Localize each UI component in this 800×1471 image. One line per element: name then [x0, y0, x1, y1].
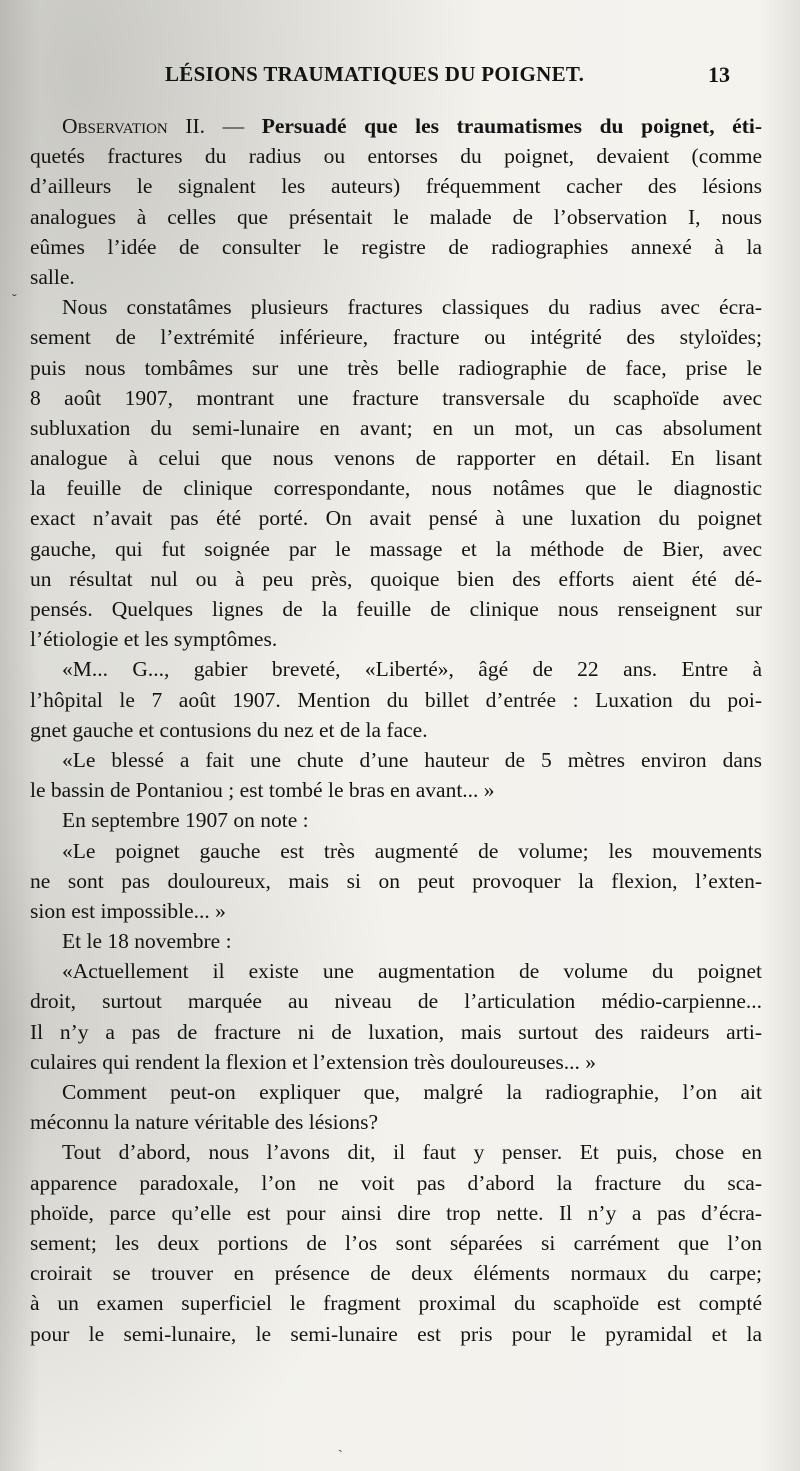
text-line: subluxation du semi-lunaire en avant; en un mot, un cas absolument [30, 415, 762, 440]
text-line: sement de l’extrémité inférieure, fracture ou intégrité des styloïdes; [30, 325, 762, 350]
text-line: méconnu la nature véritable des lésions? [30, 1110, 379, 1135]
text-line: gnet gauche et contusions du nez et de la face. [30, 717, 428, 742]
page-number: 13 [708, 62, 730, 87]
text-line: salle. [30, 264, 75, 289]
text-line: puis nous tombâmes sur une très belle radiographie de face, prise le [30, 355, 762, 380]
text-line: le bassin de Pontaniou ; est tombé le bras en avant... » [30, 778, 495, 803]
observation-intro: Persuadé que les traumatismes du poignet, éti- [261, 114, 762, 138]
text-line: un résultat nul ou à peu près, quoique bien des efforts aient été dé- [30, 566, 762, 591]
text-line: droit, surtout marquée au niveau de l’articulation médio-carpienne... [30, 989, 762, 1014]
text-line: pensés. Quelques lignes de la feuille de clinique nous renseignent sur [30, 597, 762, 621]
text-line: «Actuellement il existe une augmentation de volume du poignet [62, 959, 762, 984]
text-line: eûmes l’idée de consulter le registre de radiographies annexé à la [30, 234, 762, 259]
text-line: culaires qui rendent la flexion et l’extension très douloureuses... » [30, 1049, 597, 1074]
text-line: «Le poignet gauche est très augmenté de volume; les mouvements [62, 838, 762, 863]
bottom-mark: ˎ [338, 1438, 343, 1453]
text-line: croirait se trouver en présence de deux éléments normaux du carpe; [30, 1261, 762, 1286]
text-line: la feuille de clinique correspondante, nous notâmes que le diagnostic [30, 476, 762, 501]
text-line: l’étiologie et les symptômes. [30, 627, 278, 652]
text-line: ne sont pas douloureux, mais si on peut provoquer la flexion, l’exten- [30, 868, 762, 893]
observation-label: Observation II. [62, 114, 206, 138]
text-line: Il n’y a pas de fracture ni de luxation, mais surtout des raideurs arti- [30, 1019, 762, 1044]
text-line: analogues à celles que présentait le malade de l’observation I, nous [30, 204, 762, 229]
text-line: «M... G..., gabier breveté, «Liberté», âgé de 22 ans. Entre à [62, 657, 762, 682]
text-line: analogue à celui que nous venons de rapporter en détail. En lisant [30, 446, 762, 471]
text-line: apparence paradoxale, l’on ne voit pas d’abord la fracture du sca- [30, 1170, 762, 1195]
text-line: sement; les deux portions de l’os sont séparées si carrément que l’on [30, 1230, 762, 1255]
observation-heading-line [30, 111, 762, 141]
observation-dash: — [205, 114, 262, 138]
text-line: gauche, qui fut soignée par le massage et la méthode de Bier, avec [30, 536, 762, 561]
text-line: Nous constatâmes plusieurs fractures classiques du radius avec écra- [62, 295, 762, 320]
text-line: l’hôpital le 7 août 1907. Mention du billet d’entrée : Luxation du poi- [30, 687, 762, 712]
text-line: «Le blessé a fait une chute d’une hauteur de 5 mètres environ dans [62, 747, 762, 772]
body-text [30, 111, 762, 1349]
text-line: exact n’avait pas été porté. On avait pensé à une luxation du poignet [30, 506, 762, 531]
text-line: Tout d’abord, nous l’avons dit, il faut y penser. Et puis, chose en [62, 1140, 762, 1165]
text-line: pour le semi-lunaire, le semi-lunaire est pris pour le pyramidal et la [30, 1321, 762, 1346]
text-line: à un examen superficiel le fragment proximal du scaphoïde est compté [30, 1291, 762, 1316]
margin-mark: ˬ [12, 282, 17, 297]
running-title: LÉSIONS TRAUMATIQUES DU POIGNET. [165, 62, 585, 86]
page-header [165, 62, 800, 96]
text-line: sion est impossible... » [30, 898, 226, 923]
text-line: Et le 18 novembre : [62, 929, 232, 954]
text-line: quetés fractures du radius ou entorses du poignet, devaient (comme [30, 144, 762, 169]
text-line: d’ailleurs le signalent les auteurs) fréquemment cacher des lésions [30, 174, 762, 199]
text-line: phoïde, parce qu’elle est pour ainsi dire trop nette. Il n’y a pas d’écra- [30, 1200, 762, 1225]
text-line: En septembre 1907 on note : [62, 808, 309, 833]
text-line: 8 août 1907, montrant une fracture transversale du scaphoïde avec [30, 385, 762, 410]
text-line: Comment peut-on expliquer que, malgré la radiographie, l’on ait [62, 1080, 762, 1104]
